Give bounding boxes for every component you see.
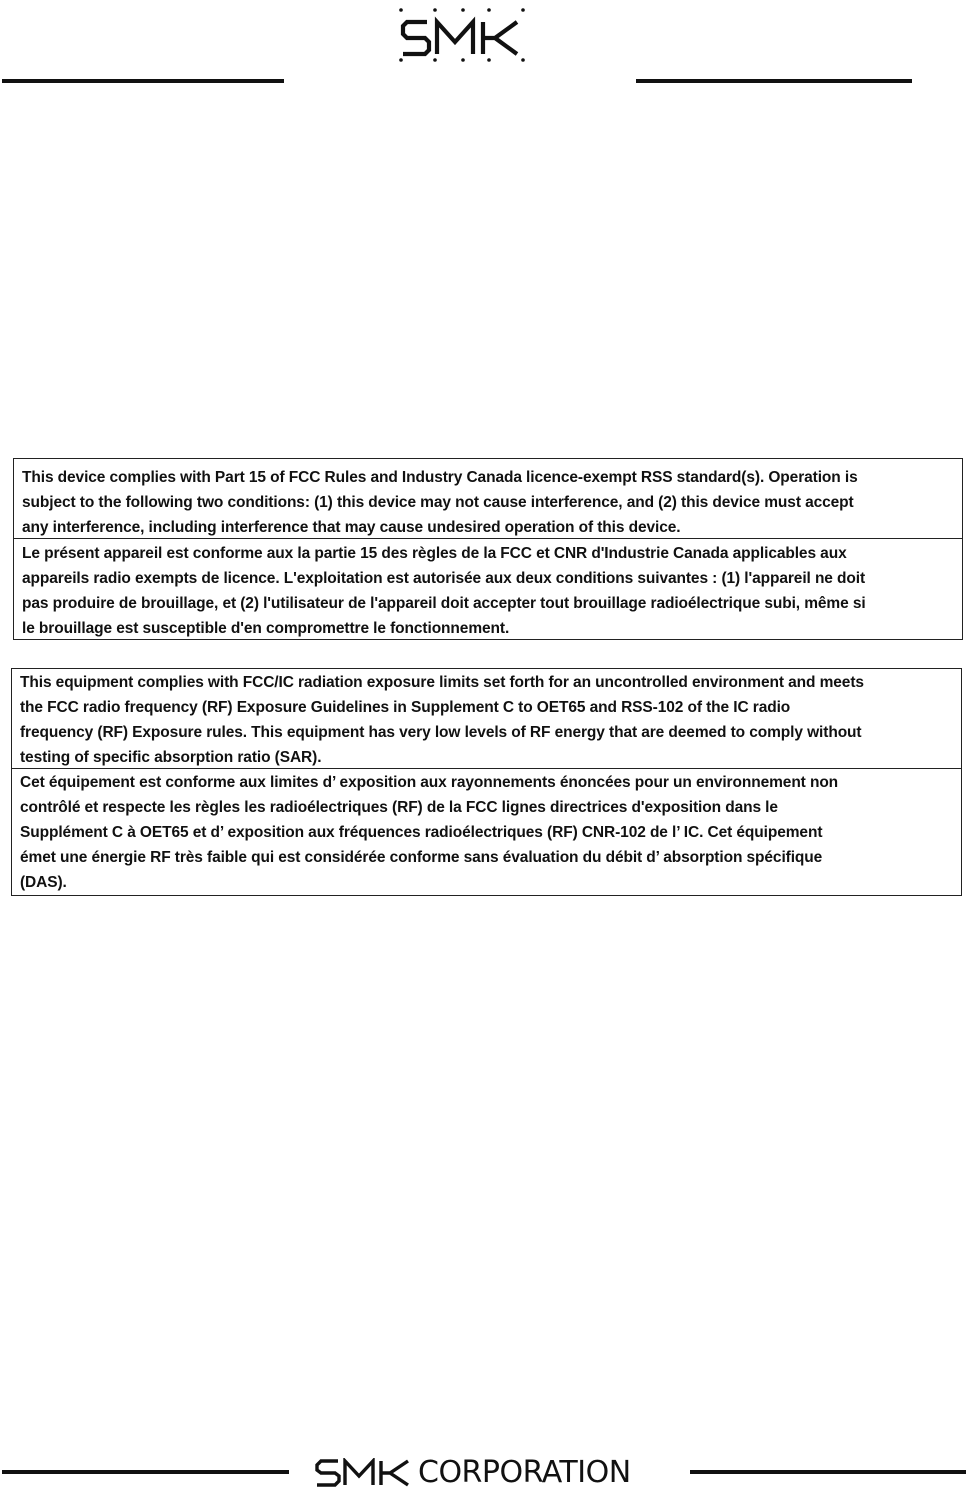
text-line: any interference, including interference that may cause undesired operation of this device. bbox=[22, 519, 681, 536]
text-line: Supplément C à OET65 et d’ exposition aux fréquences radioélectriques (RF) CNR-102 de l’ IC. Cet équipement bbox=[20, 824, 823, 841]
header-rule-right bbox=[636, 79, 912, 83]
footer-brand bbox=[314, 1455, 631, 1491]
text-line: This device complies with Part 15 of FCC Rules and Industry Canada licence-exempt RSS standard(s). Operation is bbox=[22, 469, 858, 486]
smk-footer-logo bbox=[314, 1458, 412, 1488]
fcc-ic-statement-english bbox=[14, 459, 962, 539]
rf-exposure-statement-french bbox=[12, 769, 961, 895]
text-line: le brouillage est susceptible d'en compromettre le fonctionnement. bbox=[22, 620, 510, 637]
header-rule-left bbox=[2, 79, 284, 83]
text-line: This equipment complies with FCC/IC radiation exposure limits set forth for an uncontrolled environment and meets bbox=[20, 674, 864, 691]
footer-rule-left bbox=[2, 1470, 289, 1474]
smk-logo bbox=[397, 4, 527, 64]
text-line: subject to the following two conditions: (1) this device may not cause interference, and (2) this device must accept bbox=[22, 494, 854, 511]
text-line: (DAS). bbox=[20, 874, 67, 891]
text-line: the FCC radio frequency (RF) Exposure Guidelines in Supplement C to OET65 and RSS-102 of the IC radio bbox=[20, 699, 791, 716]
rf-exposure-notice bbox=[11, 668, 962, 896]
corporation-label: CORPORATION bbox=[418, 1455, 631, 1490]
text-line: émet une énergie RF très faible qui est considérée conforme sans évaluation du débit d’ absorption spécifique bbox=[20, 849, 823, 866]
text-line: contrôlé et respecte les règles les radioélectriques (RF) de la FCC lignes directrices d'exposition dans le bbox=[20, 799, 778, 816]
text-line: appareils radio exempts de licence. L'exploitation est autorisée aux deux conditions suivantes : (1) l'appareil ne doit bbox=[22, 570, 866, 587]
text-line: frequency (RF) Exposure rules. This equipment has very low levels of RF energy that are deemed to comply without bbox=[20, 724, 862, 741]
text-line: Le présent appareil est conforme aux la partie 15 des règles de la FCC et CNR d'Industrie Canada applicables aux bbox=[22, 545, 847, 562]
rf-exposure-statement-english bbox=[12, 669, 961, 769]
text-line: pas produire de brouillage, et (2) l'utilisateur de l'appareil doit accepter tout brouillage radioélectrique subi, même si bbox=[22, 595, 866, 612]
fcc-ic-compliance-notice bbox=[13, 458, 963, 640]
text-line: Cet équipement est conforme aux limites d’ exposition aux rayonnements énoncées pour un environnement non bbox=[20, 774, 839, 791]
text-line: testing of specific absorption ratio (SAR). bbox=[20, 749, 322, 766]
footer-rule-right bbox=[690, 1470, 966, 1474]
fcc-ic-statement-french bbox=[14, 539, 962, 641]
